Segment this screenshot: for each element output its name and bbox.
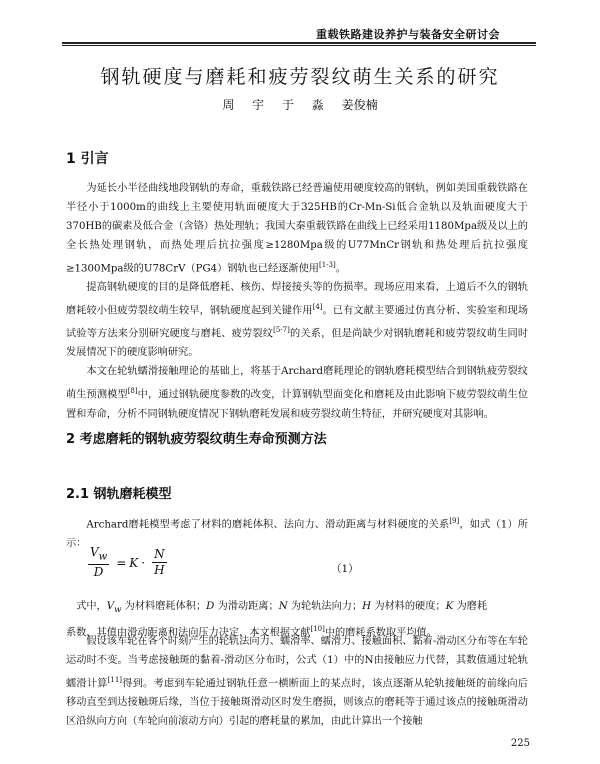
section-2-heading: 2 考虑磨耗的钢轨疲劳裂纹萌生寿命预测方法 xyxy=(66,432,327,447)
citation: [5-7] xyxy=(273,326,290,335)
assumption-text: 假设该车轮在各个时刻产生的轮轨法向力、蠕滑率、蠕滑力、接触面积、黏着-滑动区分布等在车轮运动时不变。当考虑接触斑的黏着-滑动区分布时，公式（1）中的N由接触应力代替，其数值通过轮轨蠕滑计算[11]得到。考虑到车轮通过钢轨任意一横断面上的某点时，该点逐渐从轮轨接触斑的前缘向后移动直至到达接触斑后缘，当位于接触斑滑动区时发生磨损，则该点的磨耗等于通过该点的接触斑滑动区沿纵向方向（车轮向前滚动方向）引起的磨耗量的累加，由此计算出一个接触 xyxy=(66,636,528,728)
citation: [10] xyxy=(310,624,325,633)
paper-title: 钢轨硬度与磨耗和疲劳裂纹萌生关系的研究 xyxy=(100,66,500,88)
citation: [9] xyxy=(449,517,460,525)
citation: [11] xyxy=(107,675,123,684)
section-2-1-heading: 2.1 钢轨磨耗模型 xyxy=(66,487,172,502)
section-1-heading: 1 引言 xyxy=(66,151,109,167)
page-number: 225 xyxy=(510,738,530,749)
archard-text: Archard磨耗模型考虑了材料的磨耗体积、法向力、滑动距离与材料硬度的关系[9]，如式（1）所示： xyxy=(66,517,528,550)
running-header: 重载铁路建设养护与装备安全研讨会 xyxy=(316,28,500,41)
citation: [8] xyxy=(127,387,138,396)
equation-number: （1） xyxy=(331,563,359,575)
citation: [1-3] xyxy=(318,260,336,269)
intro-paragraph-3: 本文在轮轨蠕滑接触理论的基础上，将基于Archard磨耗理论的钢轨磨耗模型结合到钢轨疲劳裂纹萌生预测模型[8]中，通过钢轨硬度参数的改变，计算钢轨型面变化和磨耗及由此影响下疲劳裂纹萌生位置和寿命，分析不同钢轨硬度情况下钢轨磨耗发展和疲劳裂纹萌生特征，并研究硬度对其影响。 xyxy=(66,366,529,420)
assumption-paragraph xyxy=(66,633,528,732)
archard-formula: $\frac{V_w}{D}$ = K · $\frac{N}{H}$ xyxy=(90,545,165,580)
intro-paragraphs xyxy=(66,180,528,424)
intro-paragraph-1: 为延长小半径曲线地段钢轨的寿命，重载铁路已经普遍使用硬度较高的钢轨，例如美国重载铁路在半径小于1000m的曲线上主要使用轨面硬度大于325HB的Cr-Mn-Si低合金轨以及轨面硬度大于370HB的碳素及低合金（含铬）热处理轨；我国大秦重载铁路在曲线上已经采用1180Mpa级及以上的全长热处理钢轨，而热处理后抗拉强度≥1280Mpa级的U77MnCr钢轨和热处理后抗拉强度≥1300Mpa级的U78CrV（PG4）钢轨也已经逐渐使用[1-3]。 xyxy=(66,183,528,275)
authors: 周 宇 于 淼 姜俊楠 xyxy=(222,98,378,112)
intro-paragraph-2: 提高钢轨硬度的目的是降低磨耗、核伤、焊接接头等的伤损率。现场应用来看，上道后不久的钢轨磨耗较小但疲劳裂纹萌生较早，钢轨硬度起到关键作用[4]。已有文献主要通过仿真分析、实验室和现场试验等方法来分别研究硬度与磨耗、疲劳裂纹[5-7]的关系，但是尚缺少对钢轨磨耗和疲劳裂纹萌生同时发展情况下的硬度影响研究。 xyxy=(66,281,529,359)
where-line: 式中，$V_w$ 为材料磨耗体积；D 为滑动距离；N 为轮轨法向力；H 为材料的硬度；K 为磨耗 xyxy=(76,601,488,616)
where-line-2: 系数，其值由滑动距离和法向压力决定，本文根据文献[10]中的磨耗系数取平均值。 xyxy=(66,624,437,639)
citation: [4] xyxy=(312,302,323,311)
header-rule xyxy=(62,42,536,46)
formula-lhs: $\frac{V_w}{D}$ xyxy=(90,545,108,580)
formula-rhs: $\frac{N}{H}$ xyxy=(154,547,165,578)
